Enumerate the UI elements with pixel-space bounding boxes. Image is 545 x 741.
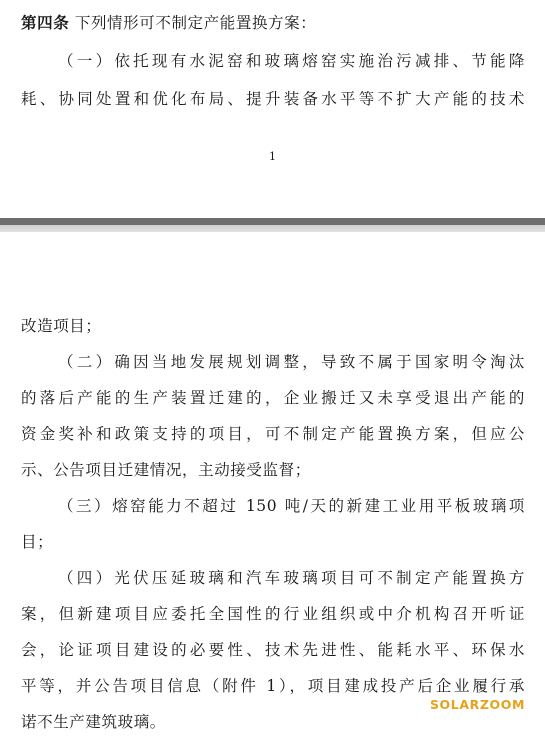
item-3-line-2: 目； xyxy=(21,533,54,551)
page-number: 1 xyxy=(269,150,276,163)
item-2-line-2: 的落后产能的生产装置迁建的，企业搬迁又未享受退出产能的 xyxy=(21,389,525,407)
item-2-line-1: （二）确因当地发展规划调整，导致不属于国家明令淘汰 xyxy=(58,353,525,371)
item-3-line-1: （三）熔窑能力不超过 150 吨/天的新建工业用平板玻璃项 xyxy=(58,497,525,515)
item-2-line-4: 示、公告项目迁建情况，主动接受监督； xyxy=(21,461,311,479)
item-2-line-3: 资金奖补和政策支持的项目，可不制定产能置换方案，但应公 xyxy=(21,425,525,443)
item-1-line-1: （一）依托现有水泥窑和玻璃熔窑实施治污减排、节能降 xyxy=(58,52,525,70)
continuation-line: 改造项目； xyxy=(21,317,102,335)
item-4-line-3: 会，论证项目建设的必要性、技术先进性、能耗水平、环保水 xyxy=(21,641,525,659)
item-4-line-4: 平等，并公告项目信息（附件 1），项目建成投产后企业履行承 xyxy=(21,677,525,695)
document-page-2 xyxy=(0,232,545,741)
item-1-line-2: 耗、协同处置和优化布局、提升装备水平等不扩大产能的技术 xyxy=(21,90,525,108)
watermark-logo: SOLARZOOM xyxy=(429,697,525,712)
article-heading xyxy=(21,13,525,33)
item-4-line-2: 案，但新建项目应委托全国性的行业组织或中介机构召开听证 xyxy=(21,605,525,623)
item-4-line-5: 诺不生产建筑玻璃。 xyxy=(21,713,166,731)
article-intro: 下列情形可不制定产能置换方案： xyxy=(74,14,317,32)
document-page-1 xyxy=(0,0,545,218)
item-4-line-1: （四）光伏压延玻璃和汽车玻璃项目可不制定产能置换方 xyxy=(58,569,525,587)
article-number: 第四条 xyxy=(21,13,70,32)
page-separator xyxy=(0,218,545,232)
